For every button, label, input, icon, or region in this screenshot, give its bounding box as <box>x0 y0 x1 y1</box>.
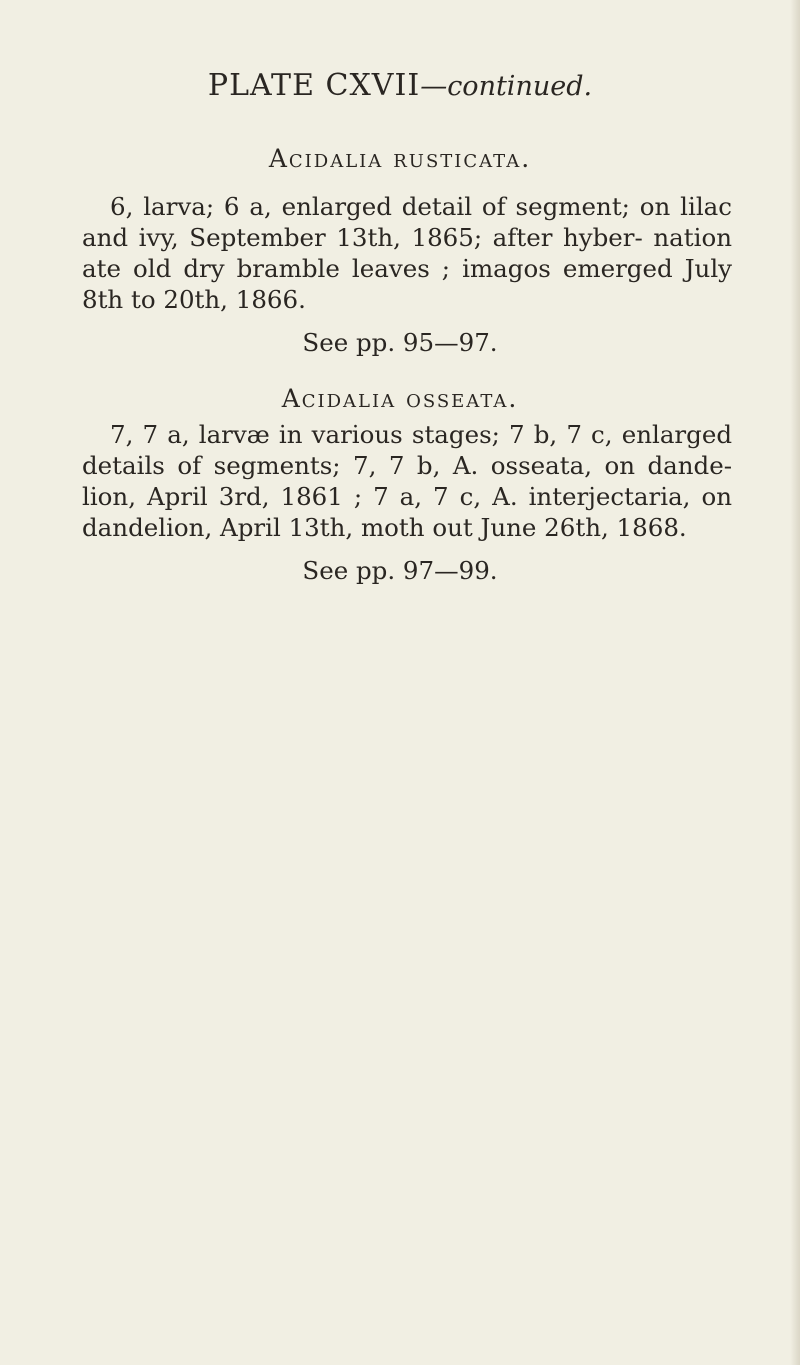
section-body-rusticata <box>82 191 732 315</box>
paragraph-line: lilac and ivy, September 13th, 1865; after hyber- <box>82 192 732 252</box>
section-heading-osseata: Acidalia osseata. <box>281 384 519 413</box>
paragraph-line: lion, April 3rd, 1861 ; 7 a, 7 c, A. interjectaria, on <box>82 482 732 511</box>
plate-title-main: PLATE CXVII <box>207 68 421 103</box>
paragraph-line: details of segments; 7, 7 b, A. osseata, on dande- <box>82 451 732 480</box>
page-edge-shadow <box>790 0 800 1365</box>
plate-title <box>0 66 800 107</box>
section-heading-rusticata: Acidalia rusticata. <box>268 144 532 173</box>
section-body-osseata <box>82 419 732 543</box>
paragraph-line: July 8th to 20th, 1866. <box>82 254 732 314</box>
section-paragraph <box>82 191 732 315</box>
paragraph-line: dandelion, April 13th, moth out June 26th, 1868. <box>82 513 687 542</box>
paragraph-line: nation ate old dry bramble leaves ; imagos emerged <box>82 223 732 283</box>
section-paragraph <box>82 419 732 543</box>
plate-title-continued: —continued. <box>420 71 593 102</box>
paragraph-line: 6, larva; 6 a, enlarged detail of segment; on <box>110 192 671 221</box>
see-pages-rusticata: See pp. 95—97. <box>302 328 498 357</box>
paragraph-line: 7, 7 a, larvæ in various stages; 7 b, 7 c, enlarged <box>110 420 732 449</box>
see-pages-osseata: See pp. 97—99. <box>302 556 498 585</box>
